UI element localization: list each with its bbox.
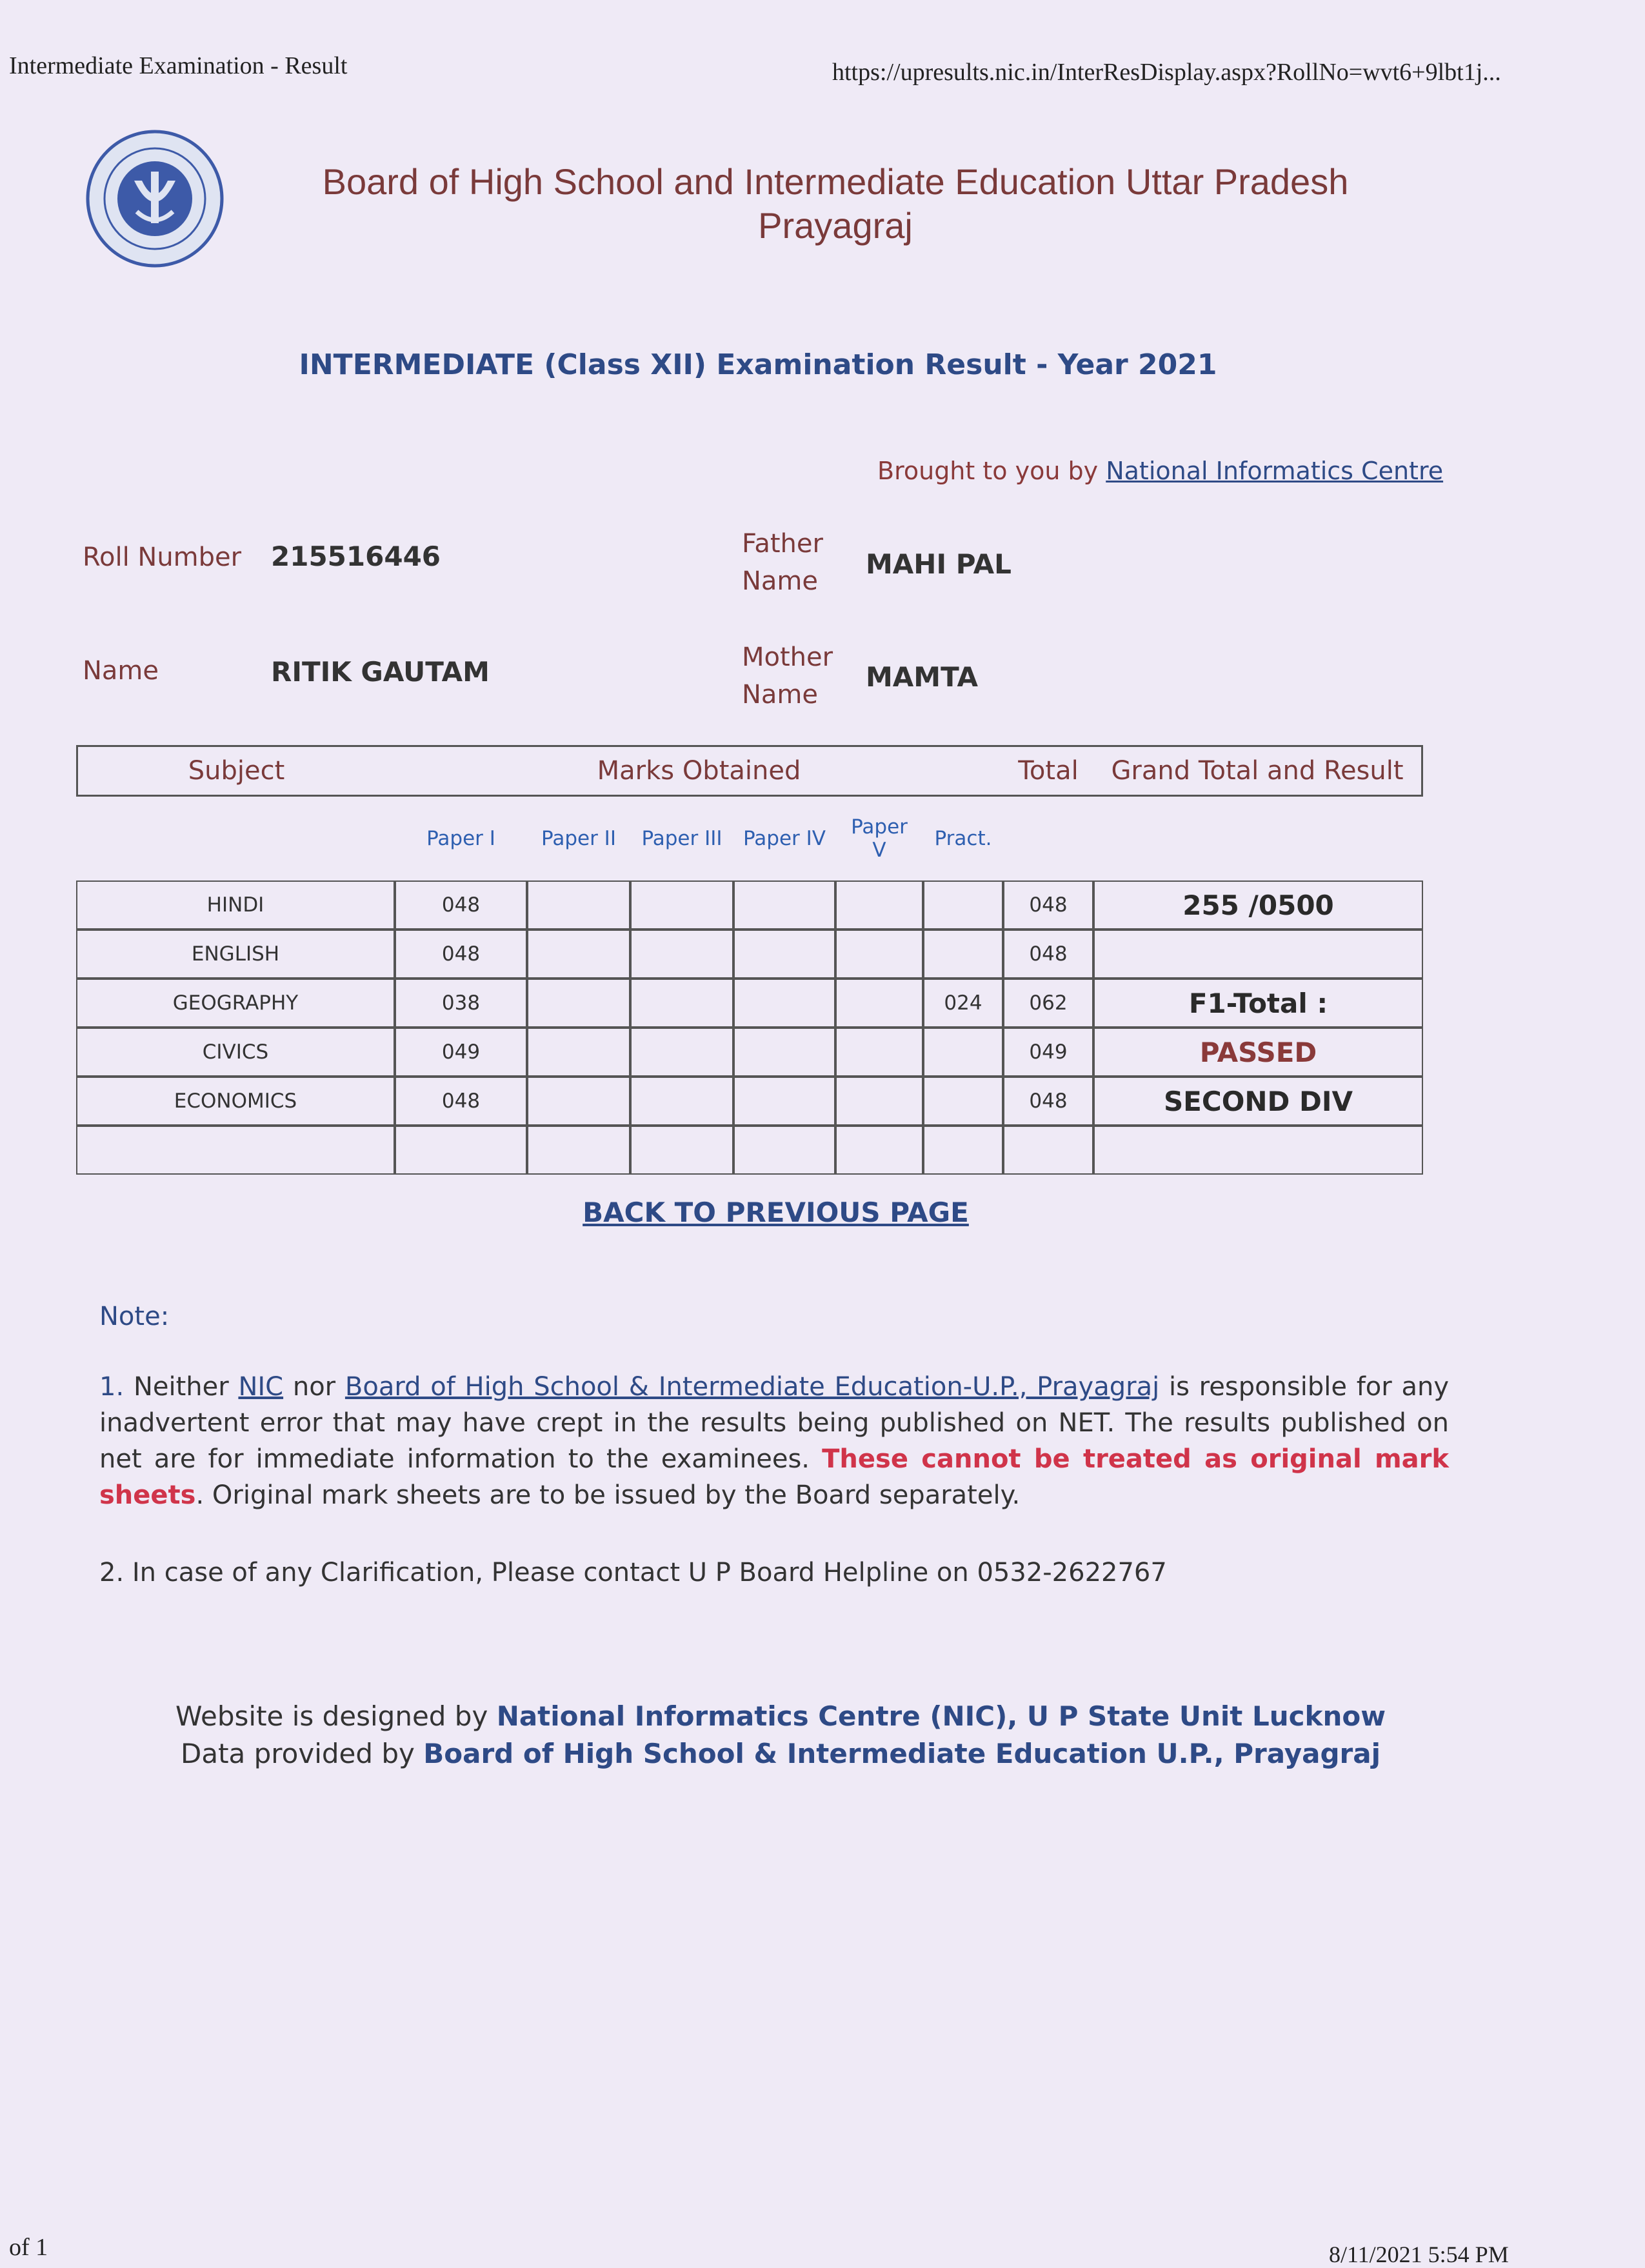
paper-2-cell — [527, 979, 630, 1028]
result-cell: F1-Total : — [1093, 979, 1423, 1028]
subject-cell: ENGLISH — [76, 930, 395, 979]
practical-cell — [923, 1126, 1003, 1175]
father-name-label — [742, 525, 823, 600]
table-row — [76, 979, 1423, 1028]
paper-4-cell — [733, 979, 835, 1028]
paper-2-cell — [527, 1028, 630, 1077]
mother-name-value: MAMTA — [866, 661, 978, 693]
total-cell — [1003, 1126, 1093, 1175]
paper-1-cell: 048 — [395, 880, 527, 930]
board-title — [232, 160, 1439, 248]
paper-4-cell — [733, 1126, 835, 1175]
paper-2-cell — [527, 880, 630, 930]
paper-3-cell — [630, 1028, 733, 1077]
note-1-number: 1. — [99, 1372, 125, 1402]
paper-3-cell — [630, 1126, 733, 1175]
paper-1-header: Paper I — [426, 827, 495, 850]
paper-3-cell — [630, 930, 733, 979]
paper-4-header: Paper IV — [743, 827, 826, 850]
roll-number-value: 215516446 — [271, 541, 441, 572]
nic-link[interactable]: National Informatics Centre — [1106, 457, 1444, 485]
subject-cell: GEOGRAPHY — [76, 979, 395, 1028]
result-cell: PASSED — [1093, 1028, 1423, 1077]
board-title-line2: Prayagraj — [758, 205, 913, 246]
brought-prefix: Brought to you by — [877, 457, 1099, 485]
paper-5-cell — [835, 930, 923, 979]
print-header-title: Intermediate Examination - Result — [9, 52, 348, 79]
practical-cell — [923, 880, 1003, 930]
total-cell: 048 — [1003, 880, 1093, 930]
marks-table-body — [76, 880, 1423, 1175]
total-header: Total — [1003, 745, 1093, 797]
practical-cell — [923, 1077, 1003, 1126]
subject-cell: HINDI — [76, 880, 395, 930]
nic-note-link[interactable]: NIC — [238, 1372, 284, 1402]
paper-5-cell — [835, 979, 923, 1028]
table-header-row — [76, 745, 1423, 797]
paper-5-cell — [835, 880, 923, 930]
result-cell: SECOND DIV — [1093, 1077, 1423, 1126]
result-cell: 255 /0500 — [1093, 880, 1423, 930]
note-heading: Note: — [99, 1302, 170, 1331]
father-label-line2: Name — [742, 566, 819, 596]
board-note-link[interactable]: Board of High School & Intermediate Education-U.P., Prayagraj — [344, 1372, 1160, 1402]
table-row — [76, 1077, 1423, 1126]
print-header-url: https://upresults.nic.in/InterResDisplay.aspx?RollNo=wvt6+9lbt1j... — [832, 59, 1501, 86]
paper-3-cell — [630, 979, 733, 1028]
roll-number-label: Roll Number — [83, 542, 242, 572]
print-datetime: 8/11/2021 5:54 PM — [1329, 2242, 1509, 2267]
paper-5-cell — [835, 1028, 923, 1077]
paper-4-cell — [733, 930, 835, 979]
marks-obtained-header: Marks Obtained — [395, 745, 1003, 797]
board-seal-icon — [83, 126, 227, 271]
table-row — [76, 880, 1423, 930]
subject-cell: ECONOMICS — [76, 1077, 395, 1126]
name-value: RITIK GAUTAM — [271, 656, 490, 688]
paper-5-cell — [835, 1126, 923, 1175]
table-row — [76, 1028, 1423, 1077]
exam-title: INTERMEDIATE (Class XII) Examination Result - Year 2021 — [299, 348, 1217, 381]
father-label-line1: Father — [742, 529, 823, 559]
paper-3-cell — [630, 880, 733, 930]
note-1: 1. Neither NIC nor Board of High School & Intermediate Education-U.P., Prayagraj is responsible for any inadvertent error that may have crept in the results being published on NET. The results published on net are for immediate information to the examinees. These cannot be treated as original mark sheets. Original mark sheets are to be issued by the Board separately. — [99, 1372, 1450, 1510]
back-to-previous-page-link[interactable]: BACK TO PREVIOUS PAGE — [583, 1197, 969, 1228]
paper-2-cell — [527, 1077, 630, 1126]
site-footer — [0, 1698, 1561, 1773]
subject-cell: CIVICS — [76, 1028, 395, 1077]
result-cell — [1093, 930, 1423, 979]
paper-header-row — [76, 797, 1423, 880]
father-name-value: MAHI PAL — [866, 548, 1012, 580]
paper-2-header: Paper II — [541, 827, 616, 850]
total-cell: 049 — [1003, 1028, 1093, 1077]
paper-5-cell — [835, 1077, 923, 1126]
mother-name-label — [742, 639, 833, 713]
paper-1-cell — [395, 1126, 527, 1175]
paper-1-cell: 048 — [395, 1077, 527, 1126]
paper-4-cell — [733, 1028, 835, 1077]
footer-line-2: Data provided by Board of High School & Intermediate Education U.P., Prayagraj — [181, 1738, 1381, 1769]
mark-sheet-warning: These cannot be treated as original mark sheets — [99, 1444, 1450, 1510]
mother-label-line2: Name — [742, 680, 819, 710]
paper-2-cell — [527, 1126, 630, 1175]
paper-1-cell: 048 — [395, 930, 527, 979]
subject-cell — [76, 1126, 395, 1175]
paper-4-cell — [733, 880, 835, 930]
paper-3-header: Paper III — [641, 827, 723, 850]
result-cell — [1093, 1126, 1423, 1175]
note-2-helpline: 2. In case of any Clarification, Please contact U P Board Helpline on 0532-2622767 — [99, 1558, 1167, 1587]
print-page-number: of 1 — [9, 2234, 48, 2261]
brought-to-you — [877, 457, 1443, 485]
subject-header: Subject — [76, 745, 395, 797]
board-title-line1: Board of High School and Intermediate Education Uttar Pradesh — [322, 161, 1349, 202]
paper-2-cell — [527, 930, 630, 979]
practical-cell: 024 — [923, 979, 1003, 1028]
practical-cell — [923, 1028, 1003, 1077]
mother-label-line1: Mother — [742, 642, 833, 672]
practical-header: Pract. — [934, 827, 992, 850]
total-cell: 048 — [1003, 930, 1093, 979]
table-row — [76, 1126, 1423, 1175]
footer-line-1: Website is designed by National Informatics Centre (NIC), U P State Unit Lucknow — [175, 1700, 1386, 1732]
total-cell: 062 — [1003, 979, 1093, 1028]
paper-5-header: Paper V — [851, 815, 908, 862]
grand-total-header: Grand Total and Result — [1093, 745, 1423, 797]
paper-3-cell — [630, 1077, 733, 1126]
paper-1-cell: 049 — [395, 1028, 527, 1077]
marks-table — [76, 745, 1423, 1175]
name-label: Name — [83, 656, 159, 686]
total-cell: 048 — [1003, 1077, 1093, 1126]
practical-cell — [923, 930, 1003, 979]
paper-1-cell: 038 — [395, 979, 527, 1028]
paper-4-cell — [733, 1077, 835, 1126]
table-row — [76, 930, 1423, 979]
